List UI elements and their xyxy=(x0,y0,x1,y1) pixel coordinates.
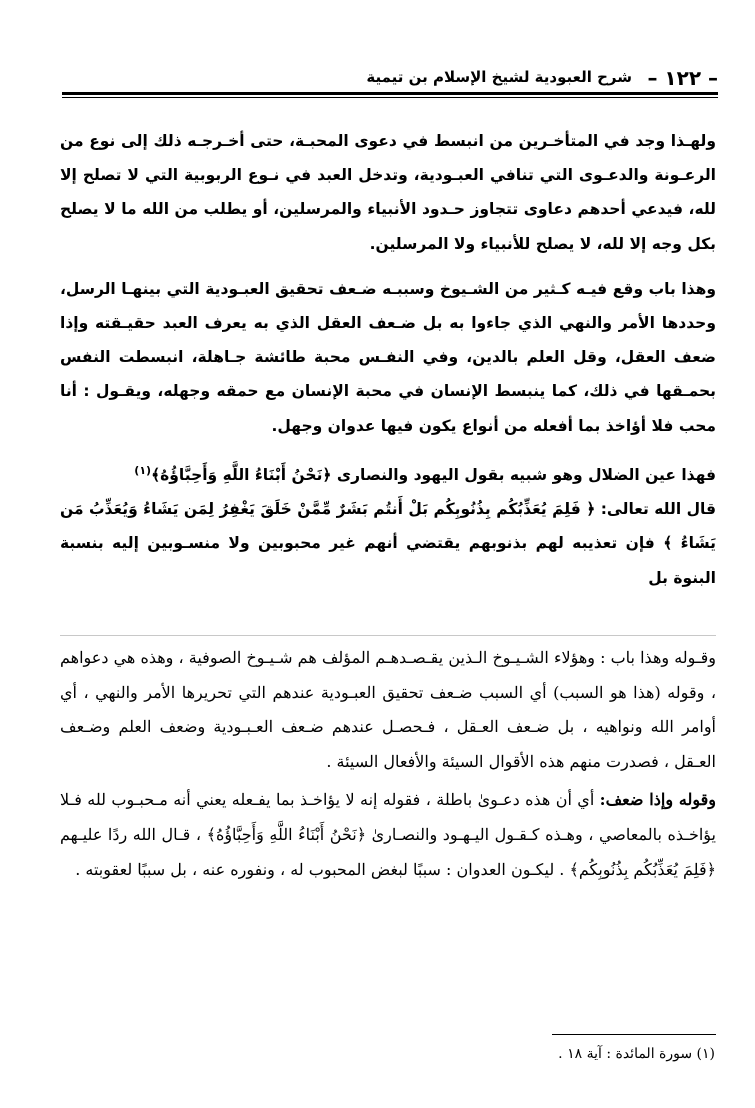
paragraph-3-text: فهذا عين الضلال وهو شبيه بقول اليهود والنصارى ﴿نَحْنُ أَبْنَاءُ اللَّهِ وَأَحِبَّاؤُهُ﴾ xyxy=(151,465,716,484)
page-number: – ١٢٢ – xyxy=(647,66,718,90)
main-text xyxy=(60,124,716,595)
footnote: (١) سورة المائدة : آية ١٨ . xyxy=(558,1046,715,1062)
paragraph-4: قال الله تعالى: ﴿ فَلِمَ يُعَذِّبُكُم بِذُنُوبِكُم بَلْ أَنتُم بَشَرٌ مِّمَّنْ خَلَقَ يَغْفِرُ لِمَن يَشَاءُ وَيُعَذِّبُ مَن يَشَاءُ ﴾ فإن تعذيبه لهم بذنوبهم يقتضي أنهم غير محبوبين ولا منسـوبين إليه بنسبة البنوة بل xyxy=(60,500,716,587)
commentary-text xyxy=(60,641,716,887)
section-divider xyxy=(60,635,716,636)
commentary-paragraph-1: وقـوله وهذا باب : وهؤلاء الشـيـوخ الـذين يقـصـدهـم المؤلف هم شـيـوخ الصوفية ، وهذه هي دعواهم ، وقوله (هذا هو السبب) أي السبب ضـعف تحقيق العبـودية عندهم التي تحريرها الأمر والنهي ، أي أوامر الله ونواهيه ، بل ضـعف العـقل ، فـحصـل عندهم ضـعف العـبـودية وضعف العلم وضـعف العـقل ، فصدرت منهم هذه الأقوال السيئة والأفعال السيئة . xyxy=(60,648,716,771)
commentary-paragraph-2 xyxy=(60,783,716,887)
paragraph-2: وهذا باب وقع فيـه كـثير من الشـيوخ وسببـه ضـعف تحقيق العبـودية التي بينهـا الرسل، وحددها الأمر والنهي الذي جاءوا به بل ضـعف العقل الذي به يعرف العبد حقيـقته وإذا ضعف العقل، وقل العلم بالدين، وفي النفـس محبة طائشة جـاهلة، انبسطت النفس بحمـقها في ذلك، كما ينبسط الإنسان في محبة الإنسان مع حمقه وجهله، ويقـول : أنا محب فلا أؤاخذ بما أفعله من أنواع يكون فيها عدوان وجهل. xyxy=(60,279,716,435)
commentary-lead: وقوله وإذا ضعف: xyxy=(599,790,717,810)
header-rule xyxy=(62,92,718,98)
paragraph-1: ولهـذا وجد في المتأخـرين من انبسط في دعوى المحبـة، حتى أخـرجـه ذلك إلى نوع من الرعـونة والدعـوى التي تنافي العبـودية، وتدخل العبد في نـوع الربوبية التي لا تصلح إلا لله، فيدعي أحدهم دعاوى تتجاوز حـدود الأنبياء والمرسلين، أو يطلب من الله ما لا يصلح بكل وجه إلا لله، لا يصلح للأنبياء ولا المرسلين. xyxy=(60,132,716,253)
paragraph-3 xyxy=(60,454,716,492)
footnote-marker: (١) xyxy=(134,463,152,477)
running-header xyxy=(62,66,718,96)
commentary-paragraph-2-text: أي أن هذه دعـوىٰ باطلة ، فقوله إنه لا يؤاخـذ بما يفـعله يعني أنه مـحبـوب لله فـلا يؤاخـذه بالمعاصي ، وهـذه كـقـول اليـهـود والنصـارىٰ ﴿نَحْنُ أَبْنَاءُ اللَّهِ وَأَحِبَّاؤُهُ﴾ ، قـال الله ردًا عليـهم ﴿فَلِمَ يُعَذِّبُكُم بِذُنُوبِكُم﴾ . ليكـون العدوان : سببًا لبغض المحبوب له ، ونفوره عنه ، بل سببًا لعقوبته . xyxy=(60,790,716,879)
running-title: شرح العبودية لشيخ الإسلام بن تيمية xyxy=(366,68,632,86)
footnote-rule xyxy=(552,1034,716,1035)
